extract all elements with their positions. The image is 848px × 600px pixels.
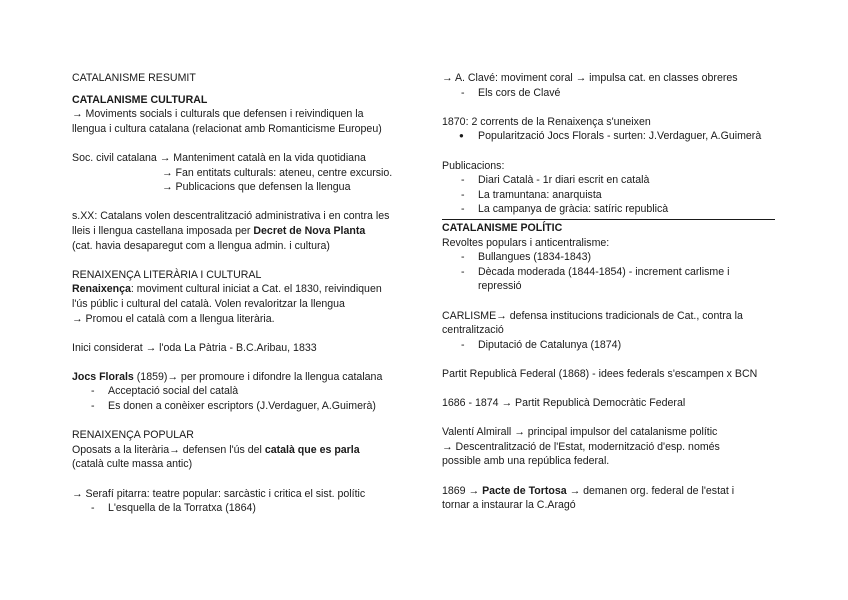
right-column	[442, 71, 782, 513]
decret-nova-planta: Decret de Nova Planta	[253, 224, 366, 237]
y1870-list	[442, 129, 782, 144]
text-line: llengua i cultura catalana (relacionat amb Romanticisme Europeu)	[72, 122, 382, 135]
text-line: (català culte massa antic)	[72, 458, 193, 471]
list-item: - Bullangues (1834-1843)	[442, 250, 782, 265]
text-line: (cat. havia desaparegut com a llengua admin. i cultura)	[72, 239, 330, 252]
text-line: → Fan entitats culturals: ateneu, centre excursio.	[162, 166, 393, 179]
carlisme-list	[442, 338, 782, 353]
publicacions-list	[442, 173, 782, 217]
text-line: s.XX: Catalans volen descentralització administrativa i en contra les	[72, 210, 390, 223]
list-item: - La campanya de gràcia: satíric republicà	[442, 202, 782, 217]
text-line: 1869 → Pacte de Tortosa → demanen org. federal de l'estat i	[442, 484, 735, 497]
text-line: CARLISME→ defensa institucions tradicionals de Cat., contra la	[442, 309, 743, 322]
list-item: - Es donen a conèixer escriptors (J.Verdaguer, A.Guimerà)	[72, 399, 412, 414]
left-column	[72, 71, 412, 516]
heading-renaixenca: RENAIXENÇA LITERÀRIA I CULTURAL	[72, 268, 262, 281]
text-line: → Descentralització de l'Estat, modernització d'esp. només	[442, 440, 720, 453]
heading-catalanisme-cultural: CATALANISME CULTURAL	[72, 93, 208, 106]
jocs-list	[72, 384, 412, 413]
document-title: CATALANISME RESUMIT	[72, 72, 196, 84]
text-line: Soc. civil catalana → Manteniment català en la vida quotidiana	[72, 151, 366, 164]
text-line: → Promou el català com a llengua literària.	[72, 312, 275, 325]
list-item: - Diari Català - 1r diari escrit en català	[442, 173, 782, 188]
text-line: lleis i llengua castellana imposada per Decret de Nova Planta	[72, 224, 366, 237]
text-line: l'ús públic i cultural del català. Volen revaloritzar la llengua	[72, 297, 345, 310]
text-line: Jocs Florals (1859)→ per promoure i difondre la llengua catalana	[72, 370, 383, 383]
clave-list	[442, 86, 782, 101]
text-line: → Publicacions que defensen la llengua	[162, 181, 351, 194]
heading-catalanisme-politic: CATALANISME POLÍTIC	[442, 221, 563, 234]
text-line: Renaixença: moviment cultural iniciat a Cat. el 1830, reivindiquen	[72, 283, 382, 296]
text-line: possible amb una república federal.	[442, 455, 610, 468]
list-item: - La tramuntana: anarquista	[442, 188, 782, 203]
list-item: - Dècada moderada (1844-1854) - increment carlisme i repressió	[442, 265, 782, 294]
text-line: → Serafí pitarra: teatre popular: sarcàstic i critica el sist. polític	[72, 487, 366, 500]
list-item: - Diputació de Catalunya (1874)	[442, 338, 782, 353]
text-line: centralització	[442, 324, 504, 337]
publicacions-heading: Publicacions:	[442, 159, 505, 172]
text-line: Oposats a la literària→ defensen l'ús del català que es parla	[72, 443, 360, 456]
list-item: - Acceptació social del català	[72, 384, 412, 399]
politic-list	[442, 250, 782, 294]
text-line: Inici considerat → l'oda La Pàtria - B.C.Aribau, 1833	[72, 341, 317, 354]
text-line: → Moviments socials i culturals que defensen i reivindiquen la	[72, 108, 364, 121]
text-line: Valentí Almirall → principal impulsor del catalanisme polític	[442, 426, 718, 439]
horizontal-rule	[442, 219, 775, 220]
heading-renaixenca-popular: RENAIXENÇA POPULAR	[72, 429, 194, 442]
text-line: Partit Republicà Federal (1868) - idees federals s'escampen x BCN	[442, 367, 758, 380]
text-line: Revoltes populars i anticentralisme:	[442, 236, 610, 249]
text-line: 1870: 2 corrents de la Renaixença s'uneixen	[442, 115, 651, 128]
list-item: - Els cors de Clavé	[442, 86, 782, 101]
text-line: tornar a instaurar la C.Aragó	[442, 499, 576, 512]
text-line: → A. Clavé: moviment coral → impulsa cat. en classes obreres	[442, 72, 738, 84]
list-item: - L'esquella de la Torratxa (1864)	[72, 501, 412, 516]
text-line: 1686 - 1874 → Partit Republicà Democràtic Federal	[442, 397, 686, 410]
serafi-list	[72, 501, 412, 516]
list-item: ● Popularització Jocs Florals - surten: J.Verdaguer, A.Guimerà	[442, 129, 782, 144]
